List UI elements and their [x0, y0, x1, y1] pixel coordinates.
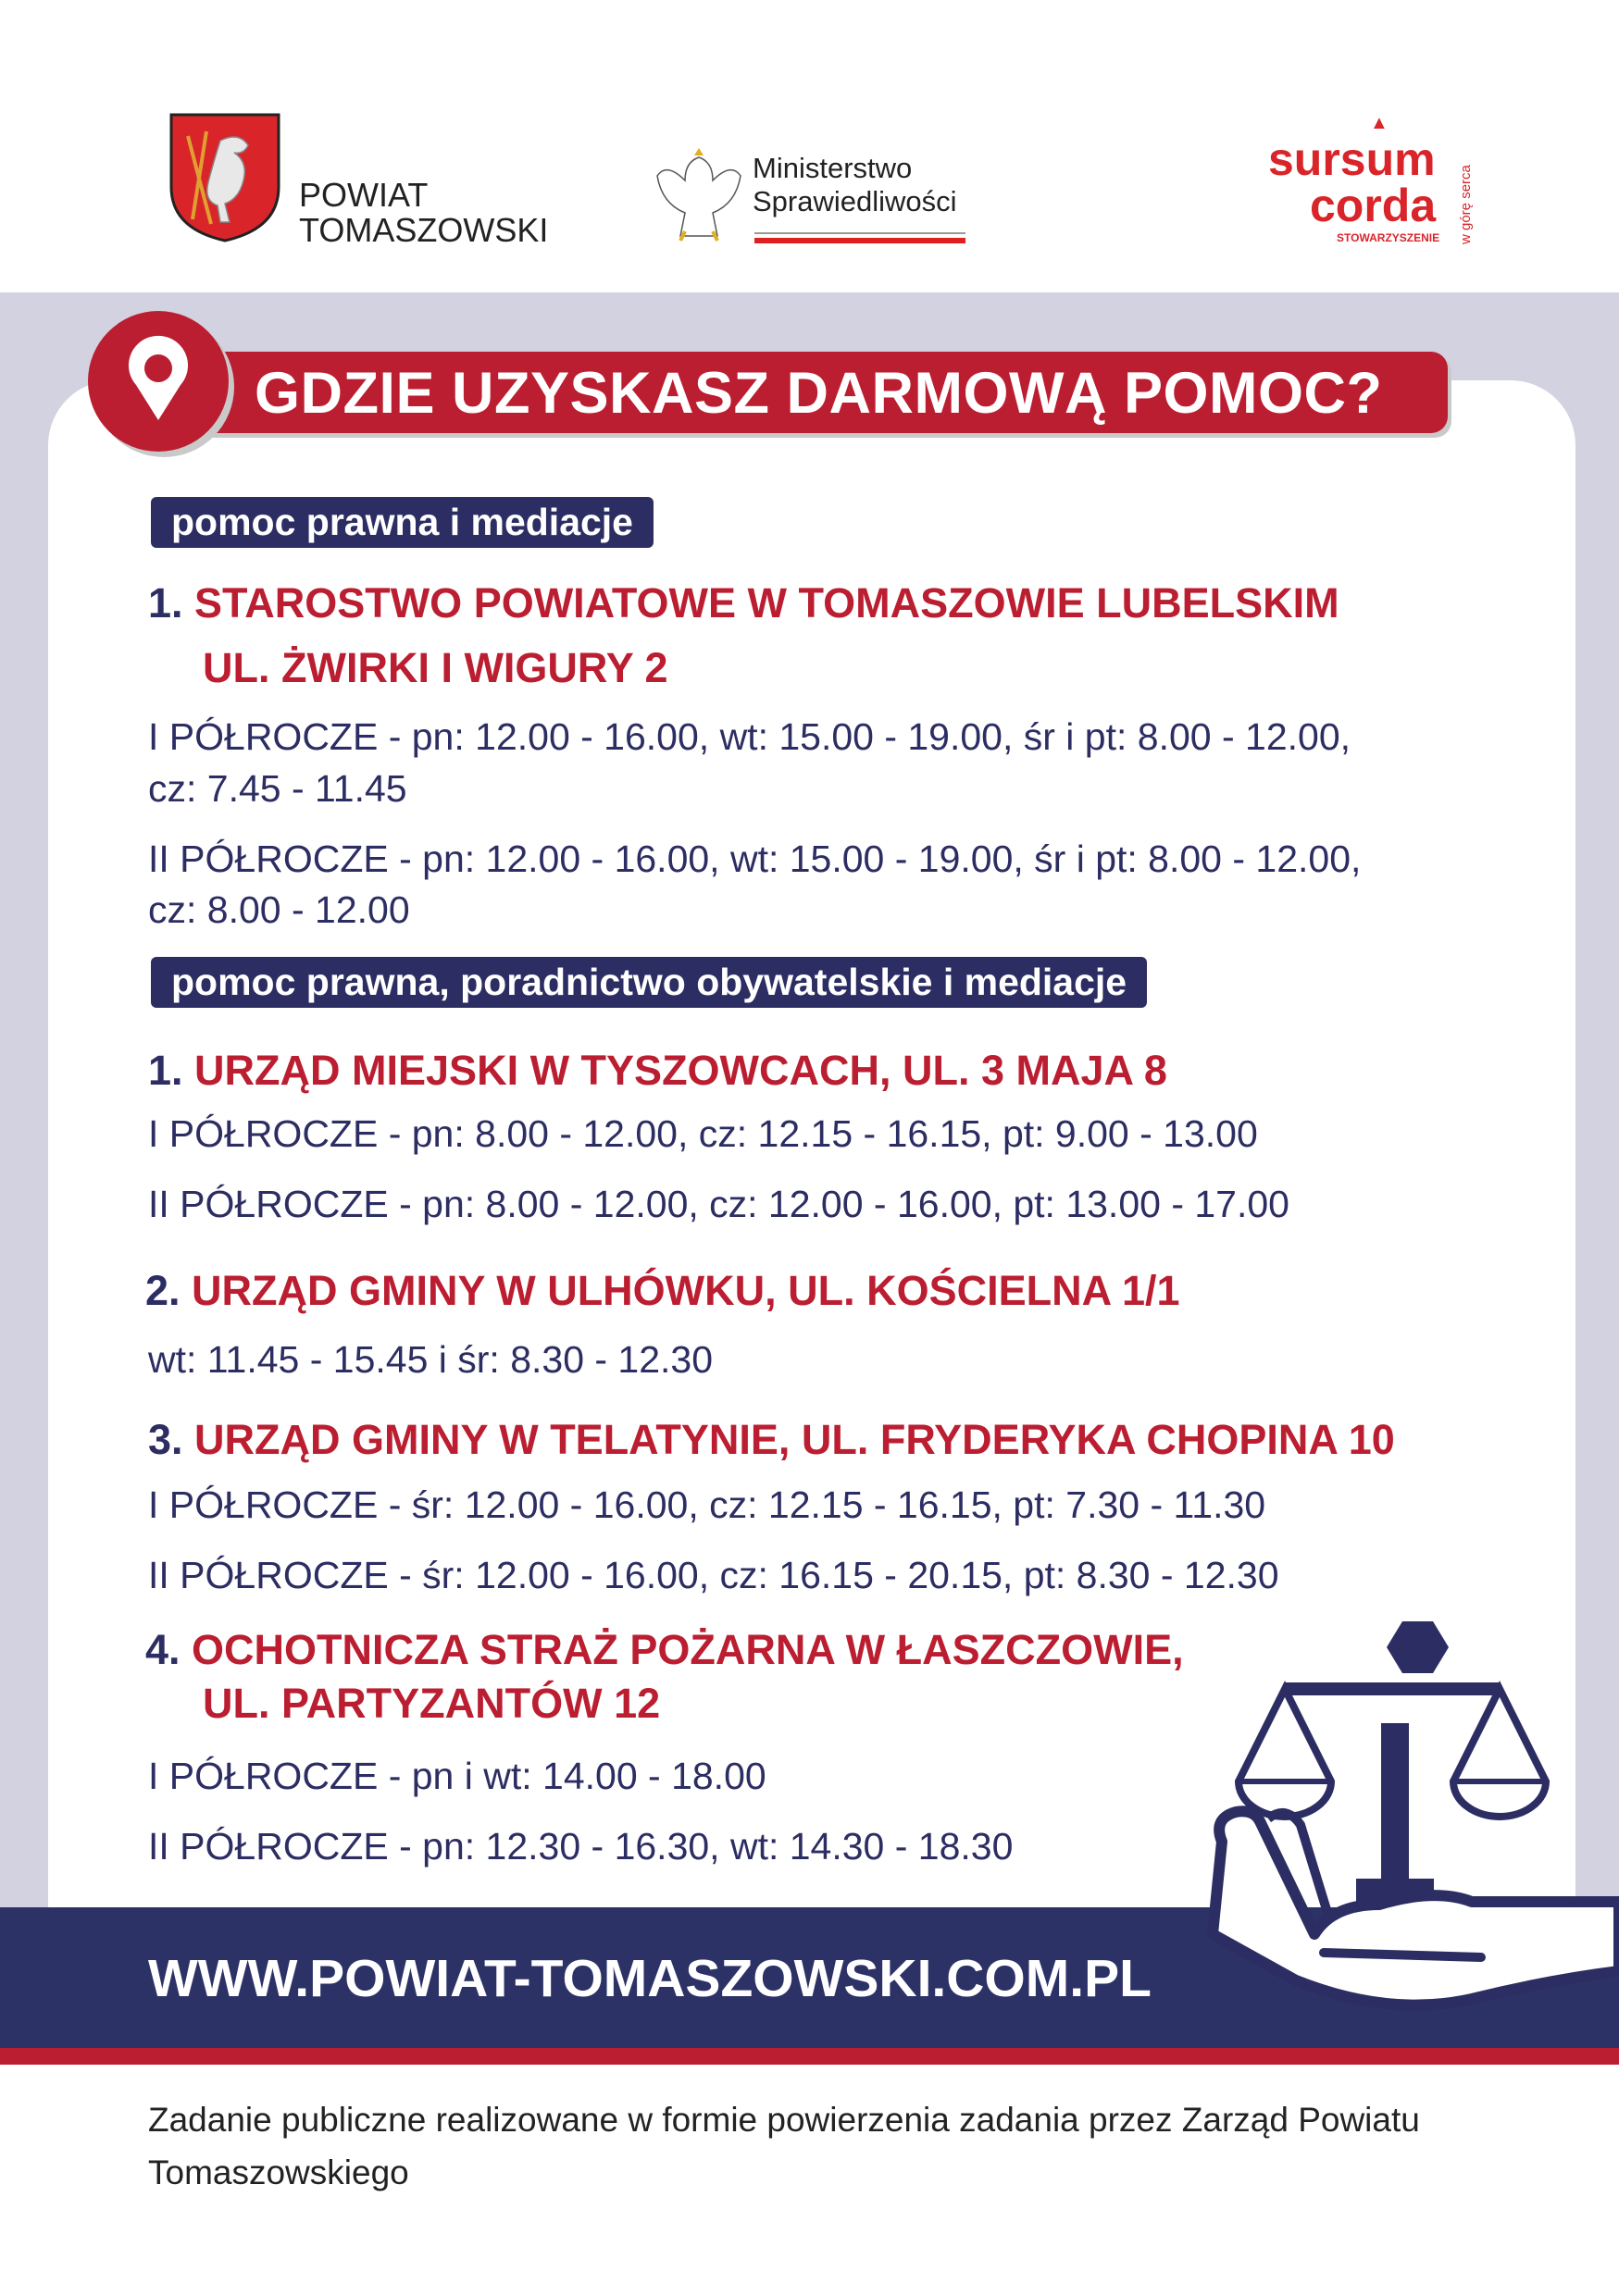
website-link[interactable]: WWW.POWIAT-TOMASZOWSKI.COM.PL	[148, 1949, 1152, 2008]
entry-heading	[148, 577, 1339, 629]
heart-icon: ▲	[1370, 113, 1389, 133]
scales-of-justice-hand-icon	[1157, 1610, 1619, 2091]
hours-line: I PÓŁROCZE - pn: 8.00 - 12.00, cz: 12.15 - 16.15, pt: 9.00 - 13.00	[148, 1112, 1258, 1155]
hours-line: II PÓŁROCZE - pn: 12.00 - 16.00, wt: 15.00 - 19.00, śr i pt: 8.00 - 12.00,	[148, 838, 1362, 880]
hours-line: wt: 11.45 - 15.45 i śr: 8.30 - 12.30	[148, 1338, 714, 1381]
ministry-divider	[754, 232, 965, 234]
location-pin-badge	[88, 311, 229, 452]
entry-heading	[145, 1624, 1184, 1676]
sursum-sub: STOWARZYSZENIE	[1337, 231, 1440, 244]
entry-number: 4.	[145, 1626, 181, 1673]
section-label: pomoc prawna i mediacje	[151, 497, 654, 548]
ministry-red-stripe	[754, 238, 965, 243]
eagle-emblem-icon	[653, 143, 745, 245]
hours-line: I PÓŁROCZE - pn i wt: 14.00 - 18.00	[148, 1755, 766, 1797]
funding-note: Zadanie publiczne realizowane w formie powierzenia zadania przez Zarząd Powiatu Tomaszowskiego	[148, 2101, 1420, 2191]
powiat-line2: TOMASZOWSKI	[299, 211, 549, 249]
sursum-tagline: w górę serca	[1458, 165, 1474, 244]
entry-number: 2.	[145, 1267, 181, 1314]
ministry-line2: Sprawiedliwości	[753, 185, 957, 217]
entry-name: STAROSTWO POWIATOWE W TOMASZOWIE LUBELSKIM	[194, 579, 1339, 627]
entry-address: UL. ŻWIRKI I WIGURY 2	[203, 644, 668, 691]
entry-heading	[145, 1265, 1180, 1317]
entry-name: URZĄD MIEJSKI W TYSZOWCACH, UL. 3 MAJA 8	[194, 1047, 1167, 1094]
location-pin-icon	[88, 311, 229, 452]
powiat-line1: POWIAT	[299, 176, 429, 214]
hours-line: II PÓŁROCZE - pn: 8.00 - 12.00, cz: 12.00 - 16.00, pt: 13.00 - 17.00	[148, 1183, 1289, 1225]
entry-number: 1.	[148, 1047, 183, 1094]
entry-number: 1.	[148, 579, 183, 627]
hours-line: cz: 8.00 - 12.00	[148, 888, 410, 931]
entry-heading	[148, 1414, 1395, 1466]
entry-number: 3.	[148, 1416, 183, 1463]
entry-name: URZĄD GMINY W TELATYNIE, UL. FRYDERYKA CHOPINA 10	[194, 1416, 1395, 1463]
hours-line: II PÓŁROCZE - śr: 12.00 - 16.00, cz: 16.15 - 20.15, pt: 8.30 - 12.30	[148, 1554, 1279, 1596]
coat-of-arms-icon	[169, 113, 280, 242]
hours-line: cz: 7.45 - 11.45	[148, 767, 407, 810]
page-title: GDZIE UZYSKASZ DARMOWĄ POMOC?	[255, 361, 1383, 426]
ministry-line1: Ministerstwo	[753, 152, 913, 184]
sursum-line1: sursum	[1268, 133, 1436, 185]
entry-name: OCHOTNICZA STRAŻ POŻARNA W ŁASZCZOWIE,	[192, 1626, 1184, 1673]
section-label: pomoc prawna, poradnictwo obywatelskie i mediacje	[151, 957, 1147, 1008]
sursum-corda-logo	[1268, 113, 1490, 252]
entry-address: UL. PARTYZANTÓW 12	[203, 1680, 661, 1727]
sursum-line2: corda	[1310, 180, 1437, 231]
entry-heading	[148, 1045, 1167, 1097]
hours-line: I PÓŁROCZE - pn: 12.00 - 16.00, wt: 15.00 - 19.00, śr i pt: 8.00 - 12.00,	[148, 715, 1351, 758]
hours-line: II PÓŁROCZE - pn: 12.30 - 16.30, wt: 14.30 - 18.30	[148, 1825, 1014, 1868]
entry-name: URZĄD GMINY W ULHÓWKU, UL. KOŚCIELNA 1/1	[192, 1267, 1180, 1314]
hours-line: I PÓŁROCZE - śr: 12.00 - 16.00, cz: 12.15 - 16.15, pt: 7.30 - 11.30	[148, 1483, 1266, 1526]
